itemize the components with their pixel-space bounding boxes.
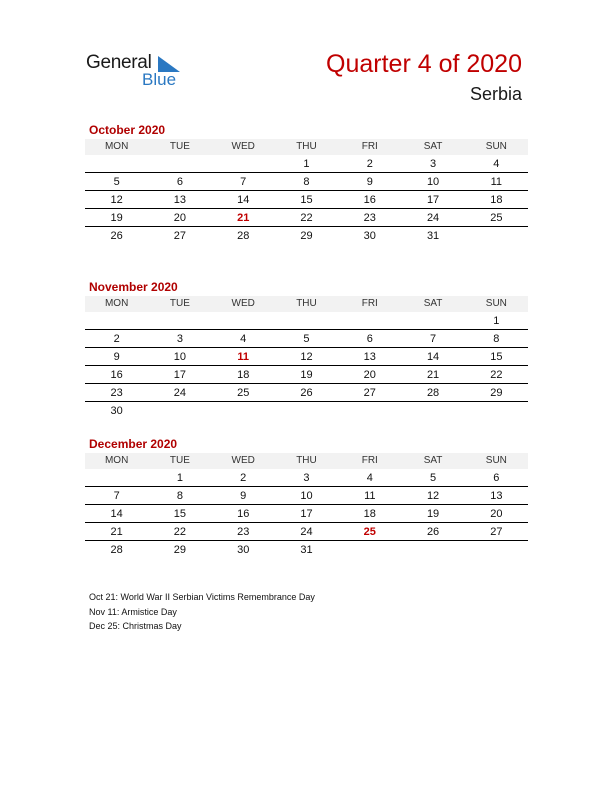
day-cell: 30: [363, 230, 376, 242]
empty-day-cell: [401, 541, 464, 559]
day-cell: 5: [85, 173, 148, 191]
weekday-header: FRI: [338, 296, 401, 312]
day-cell: 26: [401, 523, 464, 541]
weekday-header: THU: [275, 139, 338, 155]
day-cell: 13: [338, 348, 401, 366]
weekday-header: TUE: [148, 139, 211, 155]
month-december: [85, 436, 528, 559]
day-cell: 8: [465, 330, 528, 348]
day-cell: 16: [85, 366, 148, 384]
day-cell: 6: [465, 469, 528, 487]
day-cell: 11: [212, 348, 275, 366]
empty-day-cell: [465, 402, 528, 420]
empty-day-cell: [148, 312, 211, 330]
day-cell: 23: [212, 523, 275, 541]
day-cell: 2: [85, 330, 148, 348]
empty-day-cell: [338, 402, 401, 420]
day-cell: 7: [85, 487, 148, 505]
empty-day-cell: [85, 312, 148, 330]
empty-day-cell: [212, 312, 275, 330]
day-cell: 21: [212, 209, 275, 227]
day-cell: 20: [338, 366, 401, 384]
day-cell: 4: [465, 155, 528, 173]
day-cell: 22: [465, 366, 528, 384]
day-cell: 7: [212, 173, 275, 191]
day-cell: 6: [338, 330, 401, 348]
calendar-grid: [85, 453, 528, 559]
day-cell: 9: [338, 173, 401, 191]
day-cell: 19: [401, 505, 464, 523]
day-cell: 24: [401, 209, 464, 227]
empty-day-cell: [212, 402, 275, 420]
empty-day-cell: [275, 402, 338, 420]
weekday-header: FRI: [338, 453, 401, 469]
day-cell: 22: [148, 523, 211, 541]
day-cell: 29: [173, 544, 187, 556]
day-cell: 3: [148, 330, 211, 348]
generalblue-logo: [86, 50, 196, 90]
weekday-header: TUE: [148, 296, 211, 312]
day-cell: 6: [148, 173, 211, 191]
day-cell: 15: [148, 505, 211, 523]
day-cell: 14: [212, 191, 275, 209]
weekday-header: SAT: [401, 296, 464, 312]
day-cell: 31: [300, 544, 313, 556]
logo-blue-text: Blue: [142, 70, 177, 89]
day-cell: 21: [401, 366, 464, 384]
day-cell: 1: [275, 155, 338, 173]
empty-day-cell: [338, 312, 401, 330]
weekday-header: WED: [212, 296, 275, 312]
day-cell: 24: [148, 384, 211, 402]
day-cell: 11: [465, 173, 528, 191]
weekday-header: SAT: [401, 453, 464, 469]
day-cell: 9: [212, 487, 275, 505]
empty-day-cell: [465, 541, 528, 559]
day-cell: 2: [338, 155, 401, 173]
empty-day-cell: [401, 402, 464, 420]
day-cell: 26: [275, 384, 338, 402]
day-cell: 26: [110, 230, 123, 242]
page-title: Quarter 4 of 2020: [326, 50, 522, 78]
weekday-header: TUE: [148, 453, 211, 469]
empty-day-cell: [85, 155, 148, 173]
day-cell: 24: [275, 523, 338, 541]
weekday-header: MON: [85, 453, 148, 469]
weekday-header: SUN: [465, 453, 528, 469]
day-cell: 28: [237, 230, 250, 242]
weekday-header: WED: [212, 139, 275, 155]
calendar-grid: [85, 139, 528, 245]
weekday-header: THU: [275, 296, 338, 312]
day-cell: 18: [338, 505, 401, 523]
day-cell: 31: [426, 230, 440, 242]
logo-general-text: General: [86, 52, 152, 73]
day-cell: 10: [275, 487, 338, 505]
weekday-header: SUN: [465, 139, 528, 155]
day-cell: 8: [275, 173, 338, 191]
calendar-grid: [85, 296, 528, 420]
day-cell: 4: [338, 469, 401, 487]
day-cell: 7: [401, 330, 464, 348]
month-november: [85, 279, 528, 420]
weekday-header: FRI: [338, 139, 401, 155]
day-cell: 12: [401, 487, 464, 505]
day-cell: 12: [85, 191, 148, 209]
day-cell: 15: [275, 191, 338, 209]
empty-day-cell: [401, 312, 464, 330]
day-cell: 14: [85, 505, 148, 523]
day-cell: 17: [275, 505, 338, 523]
holiday-note: Dec 25: Christmas Day: [89, 621, 182, 631]
day-cell: 5: [275, 330, 338, 348]
day-cell: 10: [401, 173, 464, 191]
weekday-header: WED: [212, 453, 275, 469]
day-cell: 29: [465, 384, 528, 402]
day-cell: 14: [401, 348, 464, 366]
country-name: Serbia: [469, 84, 522, 104]
empty-day-cell: [212, 155, 275, 173]
day-cell: 13: [465, 487, 528, 505]
day-cell: 19: [85, 209, 148, 227]
empty-day-cell: [338, 541, 401, 559]
day-cell: 18: [465, 191, 528, 209]
day-cell: 25: [465, 209, 528, 227]
day-cell: 16: [338, 191, 401, 209]
holiday-notes: [89, 590, 315, 634]
day-cell: 3: [401, 155, 464, 173]
day-cell: 17: [401, 191, 464, 209]
day-cell: 10: [148, 348, 211, 366]
empty-day-cell: [85, 469, 148, 487]
day-cell: 15: [465, 348, 528, 366]
day-cell: 21: [85, 523, 148, 541]
month-october: [85, 122, 528, 245]
day-cell: 22: [275, 209, 338, 227]
month-title: November 2020: [89, 280, 178, 294]
day-cell: 1: [148, 469, 211, 487]
day-cell: 27: [173, 230, 187, 242]
day-cell: 5: [401, 469, 464, 487]
day-cell: 13: [148, 191, 211, 209]
day-cell: 30: [110, 405, 123, 417]
empty-day-cell: [465, 227, 528, 245]
day-cell: 8: [148, 487, 211, 505]
weekday-header: MON: [85, 139, 148, 155]
day-cell: 28: [110, 544, 123, 556]
empty-day-cell: [275, 312, 338, 330]
day-cell: 28: [401, 384, 464, 402]
day-cell: 11: [338, 487, 401, 505]
day-cell: 20: [465, 505, 528, 523]
day-cell: 4: [212, 330, 275, 348]
weekday-header: MON: [85, 296, 148, 312]
day-cell: 25: [338, 523, 401, 541]
day-cell: 18: [212, 366, 275, 384]
day-cell: 23: [338, 209, 401, 227]
day-cell: 1: [465, 312, 528, 330]
day-cell: 17: [148, 366, 211, 384]
empty-day-cell: [148, 402, 211, 420]
day-cell: 16: [212, 505, 275, 523]
day-cell: 12: [275, 348, 338, 366]
holiday-note: Nov 11: Armistice Day: [89, 606, 177, 617]
day-cell: 3: [275, 469, 338, 487]
weekday-header: SAT: [401, 139, 464, 155]
day-cell: 19: [275, 366, 338, 384]
day-cell: 23: [85, 384, 148, 402]
empty-day-cell: [148, 155, 211, 173]
holiday-note: Oct 21: World War II Serbian Victims Remembrance Day: [89, 592, 315, 602]
day-cell: 30: [237, 544, 250, 556]
day-cell: 20: [148, 209, 211, 227]
day-cell: 2: [212, 469, 275, 487]
day-cell: 29: [300, 230, 313, 242]
month-title: December 2020: [89, 437, 178, 451]
weekday-header: SUN: [465, 296, 528, 312]
weekday-header: THU: [275, 453, 338, 469]
day-cell: 9: [85, 348, 148, 366]
month-title: October 2020: [89, 123, 166, 137]
day-cell: 27: [465, 523, 528, 541]
day-cell: 25: [212, 384, 275, 402]
day-cell: 27: [338, 384, 401, 402]
